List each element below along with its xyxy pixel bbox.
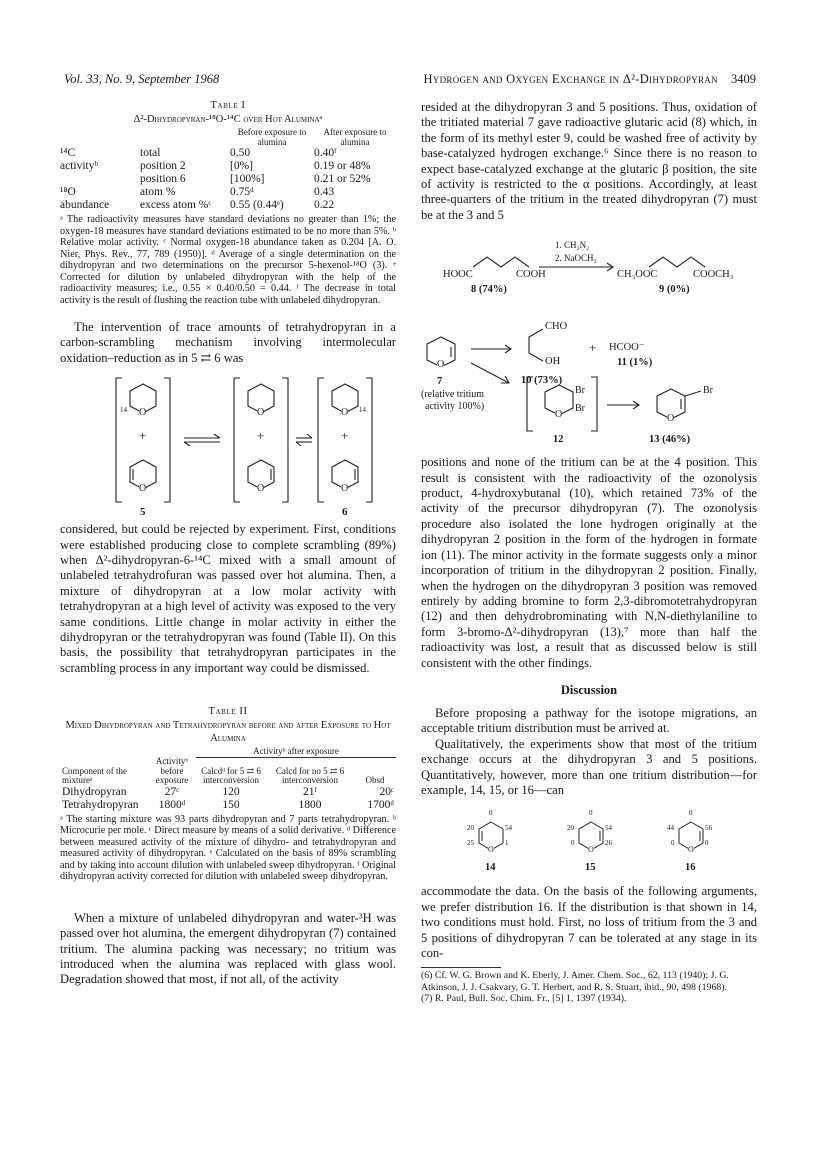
table1-group: ¹⁴C	[60, 147, 76, 159]
table1-item: atom %	[140, 186, 176, 198]
table1-item: position 2	[140, 160, 186, 172]
acid-left-label: HOOC	[443, 269, 473, 281]
table2-header: Obsd	[365, 775, 385, 786]
compound-label-12: 12	[553, 434, 564, 446]
aldehyde-label: CHO	[545, 321, 568, 333]
dist-label: 0	[589, 809, 593, 818]
hydroxyl-label: OH	[545, 356, 561, 368]
table2-cell: 20ᶜ	[379, 785, 394, 798]
dist-label: 54	[605, 824, 612, 833]
right-column	[421, 100, 757, 1005]
table2-header: Calcd for no 5 ⇄ 6 interconversion	[275, 765, 345, 786]
reference: (6) Cf. W. G. Brown and K. Eberly, J. Amer. Chem. Soc., 62, 113 (1940); J. G. Atkinson, J. J. Csakvary, G. T. Herbert, and R. S. Stuart, ibid., 90, 498 (1968).	[421, 970, 729, 993]
acid-right-label: COOH	[516, 269, 546, 281]
table1-before: 0.55 (0.44ᵉ)	[230, 199, 284, 211]
dist-label: 20	[567, 824, 574, 833]
scheme-5-6-drawing	[60, 370, 396, 520]
dist-label: 56	[705, 824, 712, 833]
reagent-label: 2. NaOCH₃	[555, 253, 597, 264]
paragraph: When a mixture of unlabeled dihydropyran and water-³H was passed over hot alumina, the emergent dihydropyran (7) contained tritium. The alumina packing was necessary; no tritium was introduced when the alumina was replaced with glass wool. Degradation showed that most, if not all, of the activity	[60, 910, 396, 987]
compound-label-10: 10 (73%)	[521, 375, 563, 387]
ester-left-label: CH₃OOC	[617, 269, 658, 281]
oxygen-label: O	[688, 845, 694, 855]
oxygen-label: O	[341, 483, 349, 495]
table1-caption: Δ²-Dihydropyran-¹⁸O-¹⁴C over Hot Aluminaᵃ	[133, 114, 323, 125]
table-row	[60, 799, 396, 812]
dist-label: 0	[705, 839, 709, 848]
header-right	[423, 72, 756, 87]
table1-after: 0.43	[314, 186, 335, 198]
table1-before: [0%]	[230, 160, 253, 172]
compound-label-14: 14	[485, 862, 496, 874]
table2-header: Calcdᵈ for 5 ⇄ 6 interconversion	[201, 765, 261, 786]
dist-label: 0	[571, 839, 575, 848]
table2-caption: Mixed Dihydropyran and Tetrahydropyran before and after Exposure to Hot Alumina	[65, 720, 391, 745]
bromine-label: Br	[575, 403, 585, 415]
ester-right-label: COOCH₃	[693, 269, 734, 281]
relative-activity-note: (relative tritium	[421, 389, 485, 401]
table1-item: total	[140, 147, 161, 159]
oxygen-label: O	[139, 483, 147, 495]
paragraph: The intervention of trace amounts of tetrahydropyran in a carbon-scrambling mechanism involving intermolecular oxidation–reduction as in 5 ⇄ 6 was	[60, 320, 396, 365]
reagent-label: 1. CH₂N₂	[555, 240, 590, 251]
table-row	[60, 786, 396, 799]
table2-cell: 120	[222, 785, 240, 798]
plus-sign: +	[257, 428, 265, 444]
oxygen-label: O	[257, 483, 265, 495]
paragraph: accommodate the data. On the basis of the following arguments, we prefer distribution 16. If the distribution is that shown in 14, two conditions must hold. First, no loss of tritium from the 3 and 5 positions of dihydropyran 7 can be tolerated at any stage in its con-	[421, 884, 757, 960]
table1-item: position 6	[140, 173, 186, 185]
table1-after: 0.21 or 52%	[314, 173, 371, 185]
table2-cell: 1800	[298, 798, 322, 811]
table2-cell: 1700ᵈ	[367, 798, 394, 811]
table-row	[60, 186, 396, 199]
paragraph: Before proposing a pathway for the isotope migrations, an acceptable tritium distribution must be arrived at.	[421, 705, 757, 736]
table2-cell: Dihydropyran	[62, 785, 127, 798]
section-heading: Discussion	[560, 682, 618, 697]
plus-sign: +	[589, 340, 597, 356]
table-row	[60, 199, 396, 212]
table1-group: ¹⁸O	[60, 186, 76, 198]
table1-col-after: After exposure to alumina	[323, 127, 387, 147]
table2-cell: 150	[222, 798, 240, 811]
formate-label: HCOO⁻	[609, 342, 645, 354]
carbon-14-label: 14	[120, 406, 127, 415]
running-title: Hydrogen and Oxygen Exchange in Δ²-Dihydropyran	[423, 72, 718, 86]
compound-label-9: 9 (0%)	[659, 284, 690, 296]
dist-label: 44	[667, 824, 674, 833]
plus-sign: +	[341, 428, 349, 444]
table1-group: abundance	[60, 199, 110, 211]
table1-label: Table I	[210, 100, 246, 111]
dist-label: 0	[671, 839, 675, 848]
dist-label: 26	[605, 839, 612, 848]
dist-label: 25	[467, 839, 474, 848]
reaction-scheme	[421, 231, 757, 449]
table1-group	[60, 173, 140, 186]
dist-label: 20	[467, 824, 474, 833]
oxygen-label: O	[667, 413, 675, 425]
plus-sign: +	[139, 428, 147, 444]
table1-col-before: Before exposure to alumina	[237, 127, 307, 147]
scheme-5-6	[60, 370, 396, 520]
paragraph: positions and none of the tritium can be at the 4 position. This result is consistent with the radioactivity of the ozonolysis product, 4-hydroxybutanal (10), which retained 73% of the activity of the precursor dihydropyran (7). The ozonolysis procedure also isolated the lone hydrogen originally at the dihydropyran 2 position in the form of the hydrogen in formate ion (11). The minor activity in the formate suggests only a minor incorporation of tritium in the dihydropyran 2 position. Finally, when the hydrogen on the dihydropyran 3 position was removed entirely by adding bromine to form 2,3-dibromotetrahydropyran (12) and then dehydrobrominating with N,N-diethylaniline to form 3-bromo-Δ²-dihydropyran (13),⁷ more than half the radioactivity was lost, a result that as discussed below is still consistent with the other findings.	[421, 455, 757, 670]
compound-label-8: 8 (74%)	[471, 284, 507, 296]
compound-label-13: 13 (46%)	[649, 434, 691, 446]
compound-label-16: 16	[685, 862, 696, 874]
compound-label-15: 15	[585, 862, 596, 874]
tritium-distributions	[421, 804, 757, 884]
table1-before: 0.75ᵈ	[230, 186, 254, 198]
table1-after: 0.40ᶠ	[314, 147, 337, 159]
dist-label: 1	[505, 839, 509, 848]
table1-before: [100%]	[230, 173, 265, 185]
table2	[60, 747, 396, 812]
table2-cell: 21ᶠ	[303, 785, 317, 798]
table2-header: Component of the mixtureᵃ	[62, 765, 127, 786]
table1-before: 0.50	[230, 147, 251, 159]
bromine-label: Br	[703, 385, 713, 397]
table2-cell: Tetrahydropyran	[62, 798, 139, 811]
compound-label-7: 7	[437, 376, 443, 388]
oxygen-label: O	[555, 409, 563, 421]
compound-label-5: 5	[140, 506, 146, 519]
table2-label: Table II	[208, 706, 248, 718]
page-number: 3409	[731, 72, 756, 86]
table1-footnote: ᵃ The radioactivity measures have standard deviations no greater than 1%; the oxygen-18 measures have standard deviations estimated to be no more than 5%. ᵇ Relative molar activity. ᶜ Normal oxygen-18 abundance taken as 0.204 [A. O. Nier, Phys. Rev., 77, 789 (1950)]. ᵈ Average of a single determination on the dihydropyran and two determinations on the precursor 5-hexenol-¹⁸O (3). ᵉ Corrected for dilution by unlabeled dihydropyran with the help of the radioactivity measures; i.e., 0.55 × 0.40/0.50 = 0.44. ᶠ The decrease in total activity is the result of flushing the reaction tube with unlabeled dihydropyran.	[60, 214, 396, 306]
reference: (7) R. Paul, Bull. Soc. Chim. Fr., [5] 1, 1397 (1934).	[421, 993, 627, 1005]
dist-label: 0	[689, 809, 693, 818]
paragraph: Qualitatively, the experiments show that most of the tritium exchange occurs at the dihydropyran 3 and 5 positions. Quantitatively, however, more than one tritium distribution—for example, 14, 15, or 16—can	[421, 736, 757, 797]
oxygen-label: O	[257, 407, 265, 419]
compound-label-6: 6	[342, 506, 348, 519]
dist-label: 54	[505, 824, 512, 833]
table1-group: activityᵇ	[60, 160, 99, 172]
table1-after: 0.22	[314, 199, 335, 211]
oxygen-label: O	[341, 407, 349, 419]
carbon-14-label: 14	[359, 406, 366, 415]
table2-cell: 27ᶜ	[164, 785, 180, 798]
table1-item: excess atom %ᶜ	[140, 199, 212, 211]
oxygen-label: O	[437, 359, 445, 371]
table2-footnote: ᵃ The starting mixture was 93 parts dihydropyran and 7 parts tetrahydropyran. ᵇ Microcurie per mole. ᶜ Direct measure by means of a solid derivative. ᵈ Difference between measured activity of the mixture of dihydro- and tetrahydropyran and measured activity of dihydropyran. ᵉ Calculated on the basis of 89% scrambling and by taking into account dilution with unlabeled sweep dihydropyran. ᶠ Original dihydropyran activity corrected for dilution with unlabeled sweep dihydropyran.	[60, 813, 396, 883]
paragraph: considered, but could be rejected by experiment. First, conditions were established producing close to complete scrambling (89%) when Δ²-dihydropyran-6-¹⁴C mixed with a small amount of unlabeled tetrahydrofuran was passed over hot alumina. Then, a mixture of dihydropyran at a low molar activity with tetrahydropyran at a high level of activity was exposed to the very same conditions. Little change in molar activity in either the dihydropyran or the tetrahydropyran was found (Table II). On this basis, the possibility that tetrahydropyran participates in the scrambling process in any important way could be dismissed.	[60, 522, 396, 675]
table1-after: 0.19 or 48%	[314, 160, 371, 172]
table2-header: Activityᵇ before exposure	[155, 756, 189, 786]
oxygen-label: O	[588, 845, 594, 855]
bromine-label: Br	[575, 385, 585, 397]
oxygen-label: O	[139, 407, 147, 419]
table2-span-header: Activityᵇ after exposure	[196, 747, 396, 757]
left-column	[60, 100, 396, 988]
compound-label-11: 11 (1%)	[617, 357, 653, 369]
dist-label: 0	[489, 809, 493, 818]
footnote-rule	[421, 967, 501, 968]
relative-activity-note: activity 100%)	[425, 401, 485, 413]
table-row	[60, 173, 396, 186]
paragraph: resided at the dihydropyran 3 and 5 positions. Thus, oxidation of the tritiated material 7 gave radioactive glutaric acid (8) which, in the form of its methyl ester 9, could be washed free of activity by base-catalyzed hydrogen exchange.⁶ Since there is no reason to expect base-catalyzed exchange at the glutaric β position, the site of activity is restricted to the α positions. Accordingly, at least three-quarters of the tritium in the treated dihydropyran (7) must be at the 3 and 5	[421, 100, 757, 222]
oxygen-label: O	[488, 845, 494, 855]
journal-volume: Vol. 33, No. 9, September 1968	[64, 72, 220, 86]
table2-cell: 1800ᵈ	[158, 798, 186, 811]
table1	[60, 128, 396, 212]
table-row	[60, 160, 396, 173]
table-row	[60, 147, 396, 160]
